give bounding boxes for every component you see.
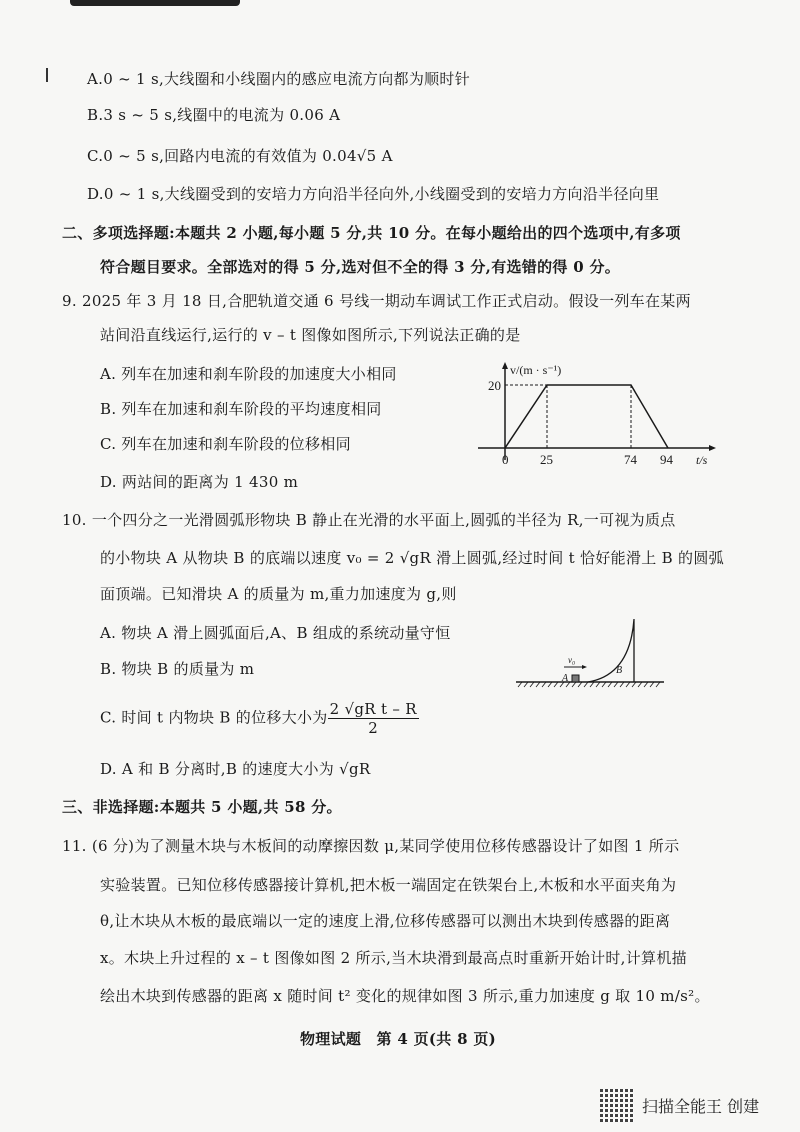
q9-stem-line2: 站间沿直线运行,运行的 v – t 图像如图所示,下列说法正确的是 (100, 326, 521, 344)
q11-stem-line1: 11. (6 分)为了测量木块与木板间的动摩擦因数 μ,某同学使用位移传感器设计了如图 1 所示 (62, 837, 680, 855)
arc-block-figure (512, 615, 672, 695)
x-tick-74: 74 (624, 452, 637, 467)
fraction-numerator: 2 √gR t – R (329, 700, 417, 718)
x-axis-label: t/s (696, 453, 708, 467)
qr-code-icon (600, 1088, 634, 1122)
scan-edge-artifact (70, 0, 240, 6)
q11-stem-line5: 绘出木块到传感器的距离 x 随时间 t² 变化的规律如图 3 所示,重力加速度 g 取 10 m/s²。 (100, 987, 710, 1005)
q10-stem-line1: 10. 一个四分之一光滑圆弧形物块 B 静止在光滑的水平面上,圆弧的半径为 R,一可视为质点 (62, 511, 676, 529)
label-b: B (616, 665, 623, 676)
q9-stem-line1: 9. 2025 年 3 月 18 日,合肥轨道交通 6 号线一期动车调试工作正式启动。假设一列车在某两 (62, 292, 691, 310)
arc-block-b (588, 619, 634, 682)
y-axis-arrow (502, 362, 508, 369)
x-tick-94: 94 (660, 452, 673, 467)
watermark-text: 扫描全能王 创建 (642, 1096, 760, 1116)
vt-graph (460, 360, 720, 480)
x-axis-arrow (709, 445, 716, 451)
label-v0: v₀ (568, 655, 576, 665)
q10-option-d: D. A 和 B 分离时,B 的速度大小为 √gR (100, 760, 371, 778)
q9-option-d: D. 两站间的距离为 1 430 m (100, 473, 299, 491)
q11-stem-line3: θ,让木块从木板的最底端以一定的速度上滑,位移传感器可以测出木块到传感器的距离 (100, 912, 671, 930)
q10-option-b: B. 物块 B 的质量为 m (100, 660, 255, 678)
x-tick-25: 25 (540, 452, 553, 467)
q9-option-b: B. 列车在加速和刹车阶段的平均速度相同 (100, 400, 382, 418)
q8-option-c: C.0 ~ 5 s,回路内电流的有效值为 0.04√5 A (87, 147, 393, 165)
q10-stem-line3: 面顶端。已知滑块 A 的质量为 m,重力加速度为 g,则 (100, 585, 457, 603)
y-axis-label: v/(m · s⁻¹) (510, 363, 562, 377)
q10-option-c-text: C. 时间 t 内物块 B 的位移大小为 (100, 708, 328, 727)
section3-heading: 三、非选择题:本题共 5 小题,共 58 分。 (62, 798, 342, 816)
fraction-denominator: 2 (368, 719, 379, 737)
q10-stem-line2: 的小物块 A 从物块 B 的底端以速度 v₀ = 2 √gR 滑上圆弧,经过时间 t 恰好能滑上 B 的圆弧 (100, 549, 724, 567)
section2-heading: 二、多项选择题:本题共 2 小题,每小题 5 分,共 10 分。在每小题给出的四个选项中,有多项 (62, 224, 681, 242)
velocity-line (505, 385, 668, 448)
block-a (572, 675, 579, 682)
q9-option-c: C. 列车在加速和刹车阶段的位移相同 (100, 435, 351, 453)
q8-option-a: A.0 ~ 1 s,大线圈和小线圈内的感应电流方向都为顺时针 (87, 70, 471, 88)
margin-mark (46, 68, 48, 82)
velocity-arrowhead (582, 665, 587, 669)
section2-instructions: 符合题目要求。全部选对的得 5 分,选对但不全的得 3 分,有选错的得 0 分。 (100, 258, 621, 276)
displacement-fraction (328, 700, 419, 737)
q8-option-b: B.3 s ~ 5 s,线圈中的电流为 0.06 A (87, 106, 341, 124)
label-a: A (562, 673, 569, 684)
y-tick-20: 20 (488, 378, 501, 393)
x-tick-0: 0 (502, 452, 509, 467)
scanner-watermark (600, 1088, 759, 1122)
q10-option-c (100, 700, 419, 737)
page-footer: 物理试题 第 4 页(共 8 页) (300, 1030, 497, 1048)
q10-option-a: A. 物块 A 滑上圆弧面后,A、B 组成的系统动量守恒 (100, 624, 451, 642)
q8-option-d: D.0 ~ 1 s,大线圈受到的安培力方向沿半径向外,小线圈受到的安培力方向沿半径向里 (87, 185, 660, 203)
q11-stem-line2: 实验装置。已知位移传感器接计算机,把木板一端固定在铁架台上,木板和水平面夹角为 (100, 876, 677, 894)
q11-stem-line4: x。木块上升过程的 x – t 图像如图 2 所示,当木块滑到最高点时重新开始计时,计算机描 (100, 949, 687, 967)
q9-option-a: A. 列车在加速和刹车阶段的加速度大小相同 (100, 365, 397, 383)
